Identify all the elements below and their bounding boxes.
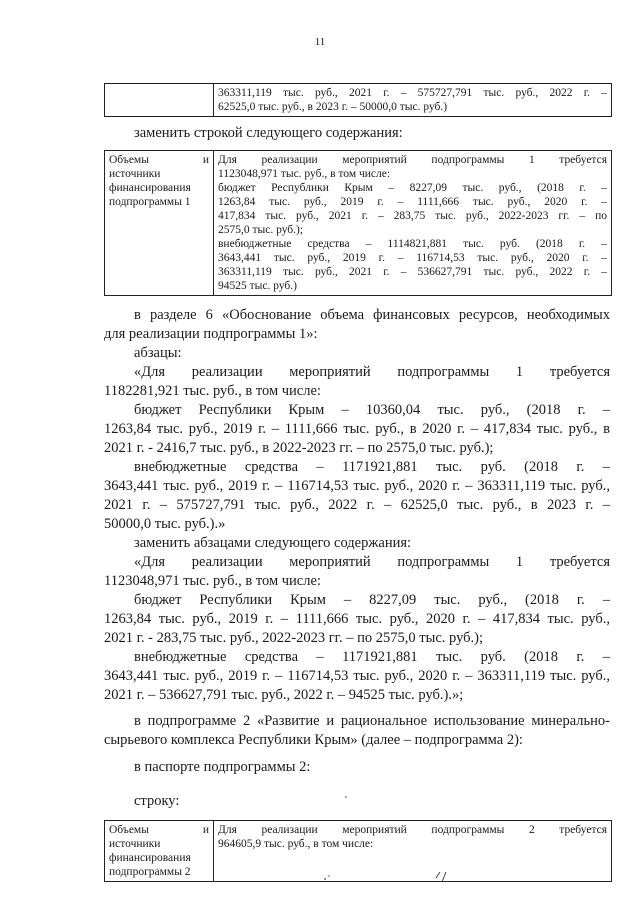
replace-paragraphs-instruction: заменить абзацами следующего содержания: xyxy=(134,535,412,551)
text-line: «Для реализации мероприятий подпрограммы 1 требуется xyxy=(134,554,610,570)
table-line: 1123048,971 тыс. руб., в том числе: xyxy=(218,168,391,180)
row-word: строку: xyxy=(134,793,180,809)
text-line: 3643,441 тыс. руб., 2019 г. – 116714,53 тыс. руб., 2020 г. – 363311,119 тыс. руб., xyxy=(104,668,610,684)
table-label-cell xyxy=(105,821,214,882)
text-line: в разделе 6 «Обоснование объема финансовых ресурсов, необходимых xyxy=(134,307,610,323)
table-line: бюджет Республики Крым – 8227,09 тыс. руб., (2018 г. – xyxy=(218,182,607,194)
new-paragraph-2 xyxy=(104,591,610,648)
old-paragraph-3 xyxy=(104,458,610,534)
table-text-cell xyxy=(214,821,612,882)
text-line: 2021 г. - 283,75 тыс. руб., 2022-2023 гг. – по 2575,0 тыс. руб.); xyxy=(104,630,483,646)
page-number: 11 xyxy=(314,36,326,48)
text-line: 2021 г. – 575727,791 тыс. руб., 2022 г. – 62525,0 тыс. руб., в 2023 г. – xyxy=(104,497,610,513)
table-label-cell xyxy=(105,84,214,117)
table-label-line: подпрограммы 1 xyxy=(109,196,191,208)
text-line: 1263,84 тыс. руб., 2019 г. – 1111,666 тыс. руб., 2020 г. – 417,834 тыс. руб., xyxy=(104,611,610,627)
table-line: 1263,84 тыс. руб., 2019 г. – 1111,666 тыс. руб., 2020 г. – xyxy=(218,196,607,208)
table-text-cell xyxy=(214,151,612,296)
old-paragraph-1 xyxy=(104,363,610,401)
new-paragraph-3 xyxy=(104,648,610,705)
replace-row-instruction: заменить строкой следующего содержания: xyxy=(134,125,403,141)
table-label-line: Объемы и xyxy=(109,154,209,166)
text-line: бюджет Республики Крым – 10360,04 тыс. руб., (2018 г. – xyxy=(134,402,610,418)
table-line: Для реализации мероприятий подпрограммы 1 требуется xyxy=(218,154,607,166)
table-line: 3643,441 тыс. руб., 2019 г. – 116714,53 тыс. руб., 2020 г. – xyxy=(218,252,607,264)
text-line: 50000,0 тыс. руб.).» xyxy=(104,516,226,532)
table-line: 964605,9 тыс. руб., в том числе: xyxy=(218,838,374,850)
text-line: внебюджетные средства – 1171921,881 тыс. руб. (2018 г. – xyxy=(134,459,610,475)
text-line: абзацы: xyxy=(134,345,182,361)
table-line: Для реализации мероприятий подпрограммы 2 требуется xyxy=(218,824,607,836)
text-line: 2021 г. - 2416,7 тыс. руб., в 2022-2023 гг. – по 2575,0 тыс. руб.); xyxy=(104,440,494,456)
passport2-instruction: в паспорте подпрограммы 2: xyxy=(134,759,311,775)
subprogram2-paragraph xyxy=(104,712,610,750)
table-label-line: Объемы и xyxy=(109,824,209,836)
table-label-line: подпрограммы 2 xyxy=(109,866,191,878)
table-line: 363311,119 тыс. руб., 2021 г. – 575727,791 тыс. руб., 2022 г. – xyxy=(218,87,607,99)
text-line: для реализации подпрограммы 1»: xyxy=(104,326,318,342)
table-label-cell xyxy=(105,151,214,296)
financing-table-fragment xyxy=(104,83,612,117)
text-line: 2021 г. – 536627,791 тыс. руб., 2022 г. – 94525 тыс. руб.).»; xyxy=(104,687,464,703)
table-label-line: финансирования xyxy=(109,852,191,864)
table-label-line: финансирования xyxy=(109,182,191,194)
text-line: 1123048,971 тыс. руб., в том числе: xyxy=(104,573,321,589)
financing-table-subprogram-2 xyxy=(104,820,612,882)
financing-table-subprogram-1 xyxy=(104,150,612,296)
text-line: внебюджетные средства – 1171921,881 тыс. руб. (2018 г. – xyxy=(134,649,610,665)
text-line: 1182281,921 тыс. руб., в том числе: xyxy=(104,383,321,399)
table-text-cell xyxy=(214,84,612,117)
text-line: «Для реализации мероприятий подпрограммы 1 требуется xyxy=(134,364,610,380)
text-line: 1263,84 тыс. руб., 2019 г. – 1111,666 тыс. руб., в 2020 г. – 417,834 тыс. руб., в xyxy=(104,421,610,437)
old-paragraph-2 xyxy=(104,401,610,458)
table-label-line: источники xyxy=(109,168,161,180)
text-line: 3643,441 тыс. руб., 2019 г. – 116714,53 тыс. руб., 2020 г. – 363311,119 тыс. руб., xyxy=(104,478,610,494)
table-line: 363311,119 тыс. руб., 2021 г. – 536627,791 тыс. руб., 2022 г. – xyxy=(218,266,607,278)
text-line: бюджет Республики Крым – 8227,09 тыс. руб., (2018 г. – xyxy=(134,592,610,608)
text-line: сырьевого комплекса Республики Крым» (далее – подпрограмма 2): xyxy=(104,732,523,748)
table-label-line: источники xyxy=(109,838,161,850)
table-line: 62525,0 тыс. руб., в 2023 г. – 50000,0 тыс. руб.) xyxy=(218,101,448,113)
table-line: 94525 тыс. руб.) xyxy=(218,280,297,292)
text-line: в подпрограмме 2 «Развитие и рациональное использование минерально- xyxy=(134,713,610,729)
section6-paragraph xyxy=(104,306,610,363)
new-paragraph-1 xyxy=(104,553,610,591)
table-line: 417,834 тыс. руб., 2021 г. – 283,75 тыс. руб., 2022-2023 гг. – по xyxy=(218,210,607,222)
table-line: 2575,0 тыс. руб.); xyxy=(218,224,304,236)
table-line: внебюджетные средства – 1114821,881 тыс. руб. (2018 г. – xyxy=(218,238,607,250)
